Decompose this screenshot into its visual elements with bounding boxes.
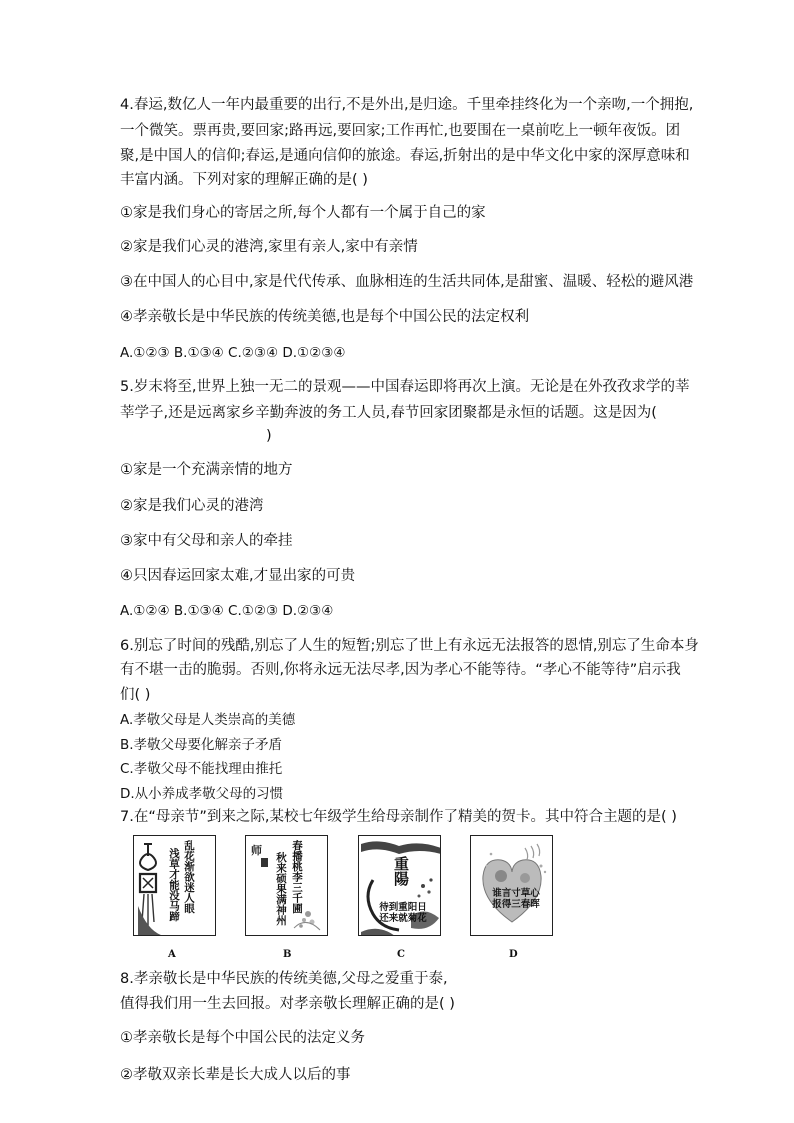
q8-stem-line: 8.孝亲敬长是中华民族的传统美德,父母之爱重于泰, [120,971,448,987]
q5-item: ④只因春运回家太难,才显出家的可贵 [120,568,356,584]
q5-options: A.①②④ B.①③④ C.①②③ D.②③④ [120,603,334,619]
q5-item: ②家是我们心灵的港湾 [120,498,264,514]
card-label-b: B [283,949,292,960]
q8-item: ①孝亲敬长是每个中国公民的法定义务 [120,1030,365,1046]
card-b-verse-line: 秋来硕果满神州 [275,852,287,926]
q8-item: ②孝敬双亲长辈是长大成人以后的事 [120,1067,351,1083]
q8-stem-line: 值得我们用一生去回报。对孝亲敬长理解正确的是( ) [120,996,455,1012]
greeting-card-d [470,835,553,936]
teacher-seal-icon [246,836,328,936]
q6-stem-line: 们( ) [120,687,151,703]
q4-item: ②家是我们心灵的港湾,家里有亲人,家中有亲情 [120,239,418,255]
q5-item: ①家是一个充满亲情的地方 [120,462,293,478]
card-label-d: D [509,949,518,960]
q5-item: ③家中有父母和亲人的牵挂 [120,533,293,549]
q6-stem-line: 有不堪一击的脆弱。否则,你将永远无法尽孝,因为孝心不能等待。“孝心不能等待”启示我 [120,662,681,678]
q6-option: C.孝敬父母不能找理由推托 [120,761,283,777]
card-d-verse-line: 报得三春晖 [492,899,540,910]
q4-stem-line: 丰富内涵。下列对家的理解正确的是( ) [120,172,368,188]
q6-option: D.从小养成孝敬父母的习惯 [120,786,284,802]
card-label-a: A [168,949,176,960]
q4-item: ③在中国人的心目中,家是代代传承、血脉相连的生活共同体,是甜蜜、温暖、轻松的避风港 [120,274,694,290]
q4-item: ④孝亲敬长是中华民族的传统美德,也是每个中国公民的法定权利 [120,309,530,325]
greeting-card-b [245,835,328,936]
heart-icon [471,836,553,936]
q4-stem-line: 聚,是中国人的信仰;春运,是通向信仰的旅途。春运,折射出的是中华文化中家的深厚意味和 [120,148,690,164]
q4-item: ①家是我们身心的寄居之所,每个人都有一个属于自己的家 [120,205,486,221]
greeting-card-c [358,835,441,936]
q5-stem-line: ) [266,428,272,444]
q7-stem: 7.在“母亲节”到来之际,某校七年级学生给母亲制作了精美的贺卡。其中符合主题的是( ) [120,809,677,825]
card-c-verse-line: 还来就菊花 [379,913,427,924]
svg-text:师: 师 [251,844,262,857]
card-label-c: C [397,949,405,960]
card-a-verse-line: 乱花渐欲迷人眼 [183,840,195,914]
card-c-title: 重陽 [392,856,410,886]
card-d-verse-line: 谁言寸草心 [492,888,540,899]
q6-stem-line: 6.别忘了时间的残酷,别忘了人生的短暂;别忘了世上有永远无法报答的恩情,别忘了生命本身 [120,638,699,654]
card-c-verse-line: 待到重阳日 [379,902,427,913]
q5-stem-line: 5.岁末将至,世界上独一无二的景观——中国春运即将再次上演。无论是在外孜孜求学的莘 [120,379,690,395]
q4-stem-line: 4.春运,数亿人一年内最重要的出行,不是外出,是归途。千里牵挂终化为一个亲吻,一个拥抱, [120,97,694,113]
card-a-verse-line: 浅草才能没马蹄 [168,848,180,922]
greeting-card-a [133,835,216,936]
q6-option: A.孝敬父母是人类崇高的美德 [120,712,296,728]
q4-stem-line: 一个微笑。票再贵,要回家;路再远,要回家;工作再忙,也要围在一桌前吃上一顿年夜饭。团 [120,123,681,139]
q4-options: A.①②③ B.①③④ C.②③④ D.①②③④ [120,345,346,361]
q6-option: B.孝敬父母要化解亲子矛盾 [120,737,283,753]
q5-stem-line: 莘学子,还是远离家乡辛勤奔波的务工人员,春节回家团聚都是永恒的话题。这是因为( [120,405,657,421]
card-b-verse-line: 春播桃李三千圃 [291,840,303,914]
